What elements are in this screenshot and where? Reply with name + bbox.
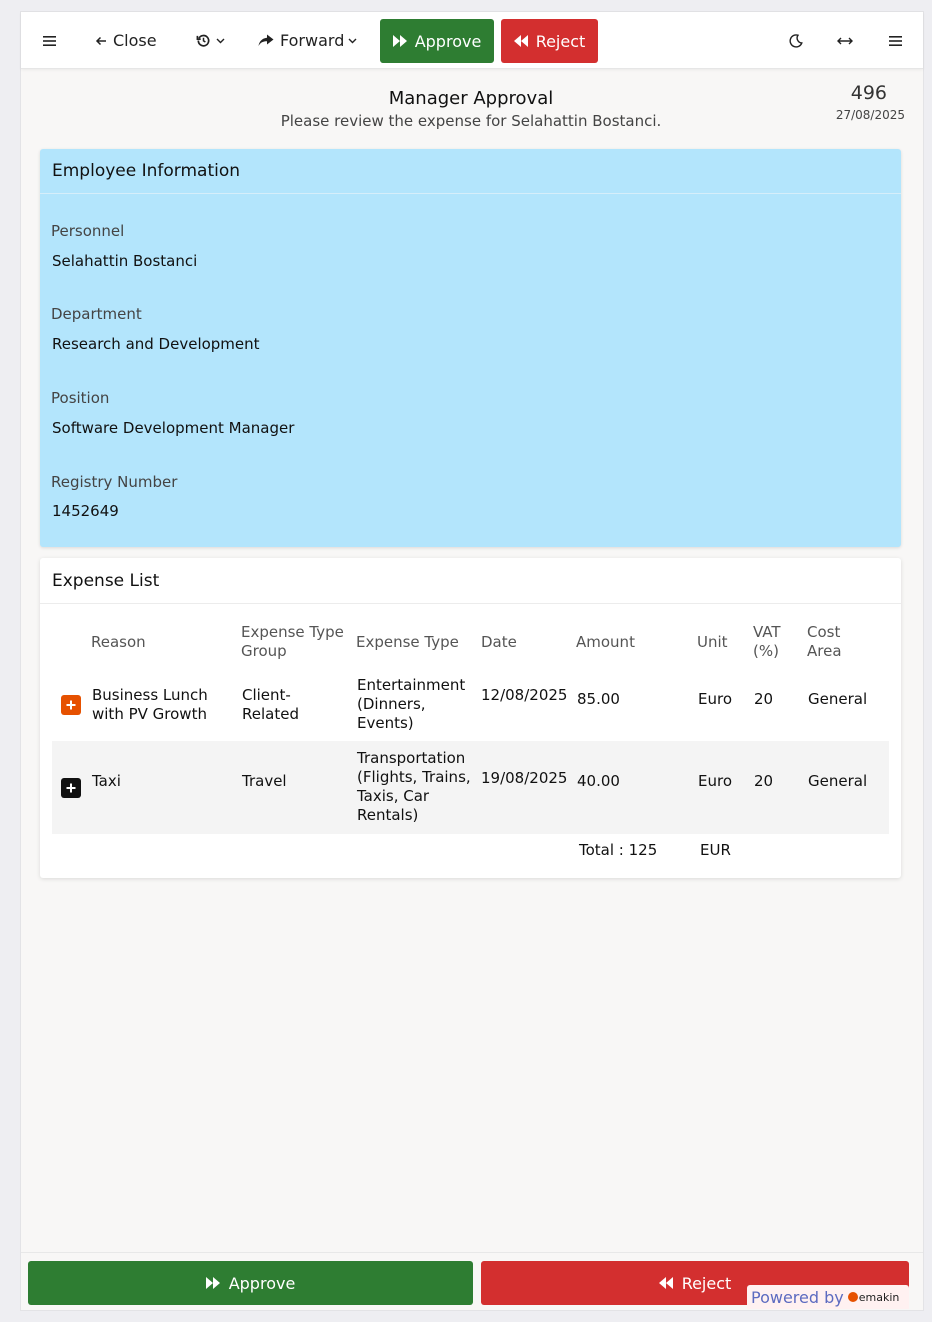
more-menu-button[interactable]	[889, 12, 902, 69]
expense-list-card	[40, 558, 901, 878]
plus-square-icon	[65, 696, 77, 715]
document-number: 496	[850, 82, 887, 104]
column-header-reason: Reason	[91, 633, 146, 651]
bottom-action-bar	[21, 1252, 923, 1310]
registry-number-value: 1452649	[52, 502, 119, 520]
cell-amount: 40.00	[577, 772, 620, 790]
column-header-amount: Amount	[576, 633, 635, 651]
chevron-down-icon	[348, 38, 357, 44]
document-date: 27/08/2025	[835, 108, 905, 122]
emakin-logo	[848, 1291, 900, 1304]
approve-button-bottom[interactable]	[28, 1261, 473, 1305]
total-amount: Total : 125	[579, 841, 658, 859]
personnel-value: Selahattin Bostanci	[52, 252, 198, 270]
menu-lines-icon	[889, 35, 902, 47]
cell-expense-type: Transportation (Flights, Trains, Taxis, Car Rentals)	[357, 749, 471, 824]
emakin-logo-text: emakin	[858, 1290, 900, 1304]
plus-square-icon	[65, 779, 77, 798]
cell-amount: 85.00	[577, 690, 620, 708]
theme-toggle-button[interactable]	[789, 12, 803, 69]
cell-cost-area: General	[808, 772, 868, 790]
page-subtitle: Please review the expense for Selahattin Bostanci.	[280, 112, 662, 130]
column-header-expense-type-group: Expense Type Group	[241, 623, 344, 660]
app-frame	[20, 11, 924, 1311]
forward-button[interactable]	[258, 12, 357, 69]
history-icon	[196, 33, 211, 48]
cell-expense-type-group: Travel	[242, 772, 287, 790]
fast-forward-icon	[206, 1274, 221, 1293]
cell-date: 12/08/2025	[481, 686, 568, 704]
approve-label: Approve	[414, 31, 482, 51]
cell-unit: Euro	[698, 772, 732, 790]
employee-information-card	[40, 149, 901, 547]
reject-button[interactable]	[501, 19, 598, 63]
expand-row-button[interactable]	[61, 778, 81, 798]
cell-vat: 20	[754, 772, 774, 790]
arrow-left-icon	[95, 35, 107, 47]
cell-reason: Taxi	[92, 772, 121, 790]
emakin-logo-icon	[848, 1292, 858, 1302]
employee-card-title: Employee Information	[40, 149, 901, 194]
total-currency: EUR	[700, 841, 731, 859]
menu-button[interactable]	[43, 12, 57, 69]
chevron-down-icon	[216, 38, 225, 44]
moon-icon	[789, 34, 803, 48]
cell-date: 19/08/2025	[481, 769, 568, 787]
close-label: Close	[113, 31, 157, 50]
position-value: Software Development Manager	[52, 419, 295, 437]
cell-expense-type: Entertainment (Dinners, Events)	[357, 676, 466, 732]
column-header-cost-area: Cost Area	[807, 623, 842, 660]
toolbar	[21, 12, 923, 69]
powered-by-text: Powered by	[751, 1287, 844, 1307]
share-forward-icon	[258, 34, 274, 47]
forward-label: Forward	[280, 31, 345, 50]
cell-reason: Business Lunch with PV Growth	[92, 686, 208, 723]
department-value: Research and Development	[52, 335, 260, 353]
column-header-unit: Unit	[697, 633, 728, 651]
hamburger-icon	[43, 35, 57, 47]
column-header-vat: VAT (%)	[753, 623, 781, 660]
position-label: Position	[51, 389, 110, 407]
cell-vat: 20	[754, 690, 774, 708]
registry-number-label: Registry Number	[51, 473, 178, 491]
rewind-icon	[514, 32, 529, 51]
rewind-icon	[659, 1274, 674, 1293]
close-button[interactable]	[95, 12, 157, 69]
column-header-date: Date	[481, 633, 517, 651]
cell-expense-type-group: Client-Related	[242, 686, 299, 723]
column-header-expense-type: Expense Type	[356, 633, 459, 651]
reject-label: Reject	[681, 1273, 732, 1293]
personnel-label: Personnel	[51, 222, 125, 240]
approve-label: Approve	[228, 1273, 296, 1293]
arrows-horizontal-icon	[837, 37, 853, 45]
expense-card-title: Expense List	[40, 558, 901, 604]
reject-label: Reject	[535, 31, 586, 51]
approve-button[interactable]	[380, 19, 494, 63]
cell-cost-area: General	[808, 690, 868, 708]
department-label: Department	[51, 305, 142, 323]
expand-row-button[interactable]	[61, 695, 81, 715]
width-toggle-button[interactable]	[837, 12, 853, 69]
fast-forward-icon	[393, 32, 408, 51]
page-title: Manager Approval	[388, 88, 554, 109]
powered-by-badge[interactable]	[747, 1285, 909, 1309]
cell-unit: Euro	[698, 690, 732, 708]
history-button[interactable]	[196, 12, 225, 69]
